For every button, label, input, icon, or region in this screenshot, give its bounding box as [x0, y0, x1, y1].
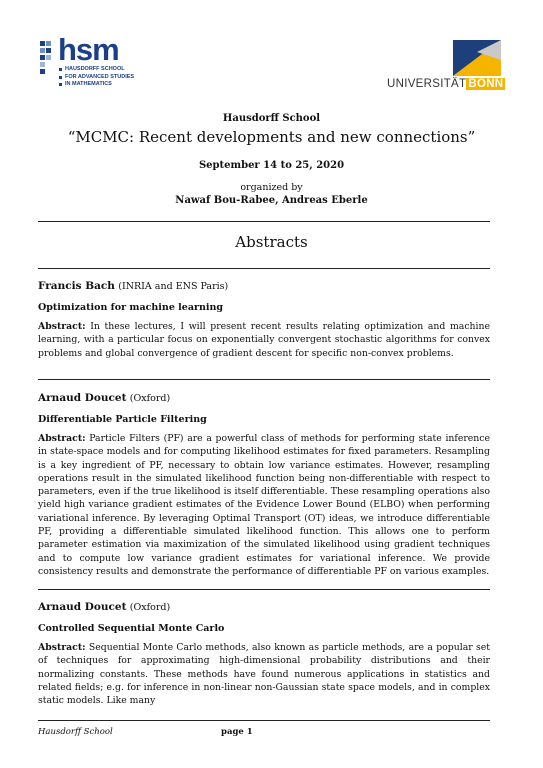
- abstract-label: Abstract:: [38, 642, 86, 653]
- speaker-line: [38, 280, 490, 292]
- talk-title: Controlled Sequential Monte Carlo: [38, 623, 225, 634]
- divider: [38, 379, 490, 380]
- speaker-affiliation: (INRIA and ENS Paris): [118, 281, 229, 292]
- abstract-body: Sequential Monte Carlo methods, also known as particle methods, are a popular set of techniques for approximating high-dimensional probability distributions and their normalizing constants. These methods have found numerous applications in statistics and related fields; e.g. for inference in non-linear non-Gaussian state space models, and in complex static models. Like many: [38, 642, 490, 707]
- divider: [38, 589, 490, 590]
- organized-by-label: organized by: [240, 182, 303, 193]
- bonn-logo-text: [387, 78, 505, 90]
- hsm-logo: [40, 32, 160, 98]
- abstract-text: [38, 320, 490, 360]
- event-title: “MCMC: Recent developments and new connections”: [67, 128, 476, 146]
- abstract-entry: [38, 392, 490, 578]
- hsm-logo-text: hsm: [58, 32, 119, 67]
- bonn-logo-graphic: [453, 40, 501, 76]
- bonn-logo-university: UNIVERSITÄT: [387, 78, 467, 90]
- abstract-body: Particle Filters (PF) are a powerful class of methods for performing state inference in state-space models and for computing likelihood estimates for fixed parameters. Resampling is a key ingredient of PF, necessary to obtain low variance estimates. However, resampling operations result in the simulated likelihood function being non-differentiable with respect to parameters, even if the true likelihood is itself differentiable. These resampling operations also yield high variance gradient estimates of the Evidence Lower Bound (ELBO) when performing variational inference. By leveraging Optimal Transport (OT) ideas, we introduce differentiable PF, providing a differentiable simulated likelihood function. This allows one to perform parameter estimation via maximization of the simulated likelihood using gradient techniques and to compute low variance gradient estimates for variational inference. We provide consistency results and demonstrate the performance of differentiable PF on various examples.: [38, 433, 490, 577]
- abstract-label: Abstract:: [38, 321, 86, 332]
- hsm-logo-line: FOR ADVANCED STUDIES: [59, 74, 134, 82]
- speaker-line: [38, 601, 490, 613]
- abstract-text: [38, 641, 490, 707]
- abstract-entry: [38, 280, 490, 360]
- event-header: [0, 113, 543, 206]
- speaker-affiliation: (Oxford): [129, 602, 171, 613]
- speaker-name: Arnaud Doucet: [38, 392, 127, 404]
- page-number: page 1: [221, 727, 253, 737]
- uni-bonn-logo: [387, 40, 503, 100]
- hsm-logo-subtitle: [59, 66, 134, 89]
- school-name: Hausdorff School: [222, 113, 321, 124]
- divider: [38, 221, 490, 222]
- abstract-label: Abstract:: [38, 433, 86, 444]
- bonn-logo-box: BONN: [468, 78, 504, 90]
- speaker-line: [38, 392, 490, 404]
- hsm-logo-line: HAUSDORFF SCHOOL: [59, 66, 134, 74]
- organizers: Nawaf Bou-Rabee, Andreas Eberle: [175, 195, 368, 206]
- footer-divider: [38, 720, 490, 721]
- abstract-entry: [38, 601, 490, 707]
- abstract-body: In these lectures, I will present recent results relating optimization and machine learning, with a particular focus on exponentially convergent stochastic algorithms for convex problems and global convergence of gradient descent for specific non-convex problems.: [38, 321, 490, 359]
- section-title: Abstracts: [235, 233, 308, 251]
- speaker-name: Francis Bach: [38, 280, 115, 292]
- speaker-affiliation: (Oxford): [129, 393, 171, 404]
- abstract-text: [38, 432, 490, 578]
- event-dates: September 14 to 25, 2020: [198, 160, 345, 171]
- talk-title: Differentiable Particle Filtering: [38, 414, 207, 425]
- divider: [38, 268, 490, 269]
- hsm-logo-line: IN MATHEMATICS: [59, 81, 134, 89]
- talk-title: Optimization for machine learning: [38, 302, 224, 313]
- speaker-name: Arnaud Doucet: [38, 601, 127, 613]
- footer-school: Hausdorff School: [38, 727, 113, 737]
